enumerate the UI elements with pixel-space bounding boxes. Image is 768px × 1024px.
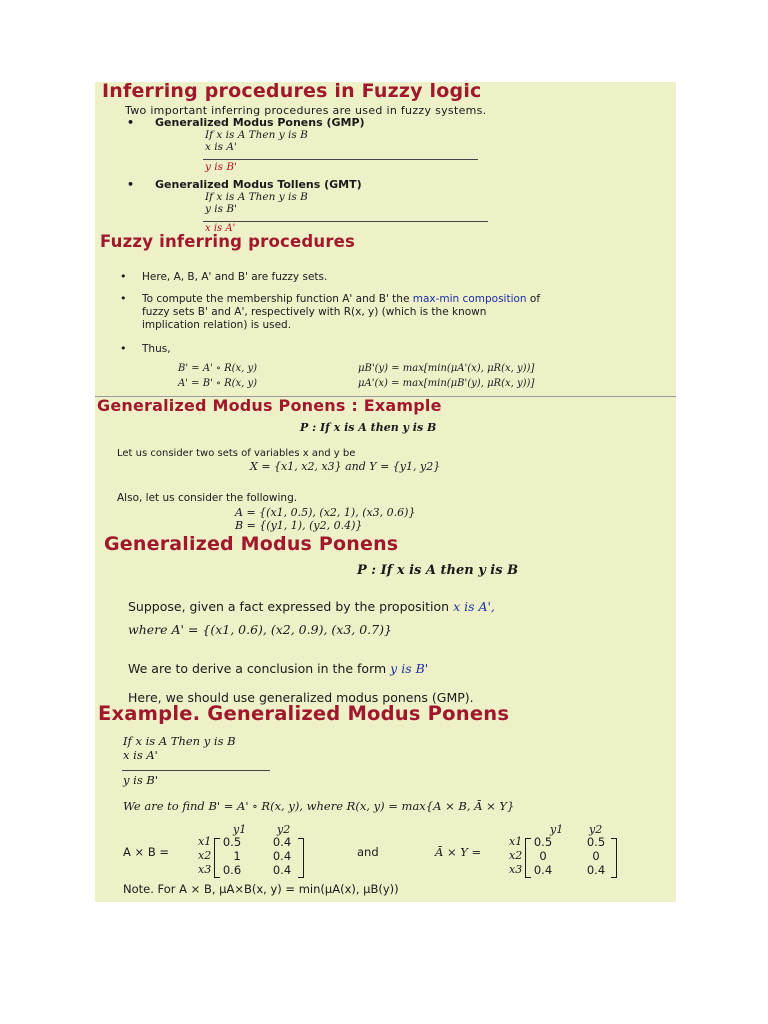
row-label-x1: x1 [509,835,523,848]
variables-sets: X = {x1, x2, x3} and Y = {y1, y2} [250,460,441,473]
derive-line [128,661,428,676]
where-a-prime: where A' = {(x1, 0.6), (x2, 0.9), (x3, 0.7)} [128,622,392,637]
matrix-right-bracket [298,838,304,878]
bullet-thus: Thus, [142,343,171,355]
intro-text: Two important inferring procedures are used in fuzzy systems. [125,104,487,117]
section-title-inferring-procedures: Inferring procedures in Fuzzy logic [102,82,482,102]
matrix-abar-y-label: Ā × Y = [435,845,482,859]
section-title-example-gmp: Example. Generalized Modus Ponens [98,702,510,725]
fact-proposition: x is A', [453,599,495,614]
gmt-premise-2: y is B' [205,203,237,215]
bullet-fuzzy-sets: Here, A, B, A' and B' are fuzzy sets. [142,271,328,283]
section-title-gmp: Generalized Modus Ponens [104,533,399,555]
fuzzy-set-b: B = {(y1, 1), (y2, 0.4)} [235,519,363,532]
matrix-cell: 0.5 [586,835,606,849]
suppose-text: Suppose, given a fact expressed by the proposition [128,599,454,614]
bullet-icon: • [120,292,127,305]
proposition-p: P : If x is A then y is B [300,421,437,434]
equation-2-left: A' = B' ∘ R(x, y) [178,378,258,389]
row-label-x2: x2 [509,849,523,862]
and-connector: and [357,845,379,859]
matrix-axb-label: A × B = [123,845,169,859]
derive-text: We are to derive a conclusion in the form [128,661,391,676]
matrix-cell: 0.4 [586,863,606,877]
matrix-cell: 0.6 [222,863,242,877]
matrix-cell: 0.5 [533,835,553,849]
section-title-gmp-example: Generalized Modus Ponens : Example [97,396,442,415]
matrix-cell: 0.4 [272,849,292,863]
matrix-right-bracket [611,838,617,878]
membership-text: To compute the membership function A' and B' the [142,293,413,305]
row-label-x3: x3 [509,863,523,876]
example-premise-2: x is A' [123,748,158,762]
matrix-cell: 0.4 [272,863,292,877]
bullet-icon: • [127,116,135,129]
gmp-premise-2: x is A' [205,141,237,153]
example-divider [122,770,270,771]
row-label-x1: x1 [198,835,212,848]
row-label-x2: x2 [198,849,212,862]
col-label-y1: y1 [233,823,247,836]
matrix-cell: 0.4 [272,835,292,849]
fuzzy-set-a: A = {(x1, 0.5), (x2, 1), (x3, 0.6)} [235,506,416,519]
conclusion-form: y is B' [390,661,429,676]
bullet-icon: • [120,270,127,283]
consider-following: Also, let us consider the following. [117,492,298,504]
note-min-membership: Note. For A × B, μA×B(x, y) = min(μA(x), μB(y)) [123,882,399,896]
example-premise-1: If x is A Then y is B [123,734,236,748]
col-label-y2: y2 [589,823,603,836]
equation-1-left: B' = A' ∘ R(x, y) [178,363,258,374]
variables-intro: Let us consider two sets of variables x and y be [117,448,356,459]
equation-1-right: μB'(y) = max[min(μA'(x), μR(x, y))] [358,363,535,374]
gmp-divider [203,159,478,160]
document-sheet [95,82,676,902]
col-label-y2: y2 [277,823,291,836]
gmp-premise-1: If x is A Then y is B [205,129,308,141]
example-conclusion: y is B' [123,773,158,787]
matrix-cell: 0.4 [533,863,553,877]
section-title-fuzzy-inferring: Fuzzy inferring procedures [100,232,356,251]
gmt-label: Generalized Modus Tollens (GMT) [155,178,362,191]
matrix-cell: 1 [233,849,241,863]
bullet-membership-line-2: fuzzy sets B' and A', respectively with R(x, y) (which is the known [142,306,487,318]
max-min-composition-term: max-min composition [412,293,527,305]
bullet-icon: • [127,178,135,191]
gmt-premise-1: If x is A Then y is B [205,191,308,203]
gmt-conclusion: x is A' [205,223,236,234]
suppose-line [128,599,495,614]
gmp-conclusion: y is B' [205,161,237,173]
gmp-label: Generalized Modus Ponens (GMP) [155,116,365,129]
membership-text-end: of [526,293,541,305]
col-label-y1: y1 [550,823,564,836]
row-label-x3: x3 [198,863,212,876]
gmt-divider [203,221,488,222]
use-gmp-line: Here, we should use generalized modus ponens (GMP). [128,690,474,705]
matrix-cell: 0 [539,849,547,863]
bullet-membership-line-1 [142,293,540,305]
proposition-p-2: P : If x is A then y is B [357,563,519,578]
equation-2-right: μA'(x) = max[min(μB'(y), μR(x, y))] [358,378,535,389]
matrix-cell: 0 [592,849,600,863]
matrix-cell: 0.5 [222,835,242,849]
find-b-prime: We are to find B' = A' ∘ R(x, y), where R(x, y) = max{A × B, Ā × Y} [123,799,515,813]
bullet-membership-line-3: implication relation) is used. [142,319,292,331]
bullet-icon: • [120,342,127,355]
